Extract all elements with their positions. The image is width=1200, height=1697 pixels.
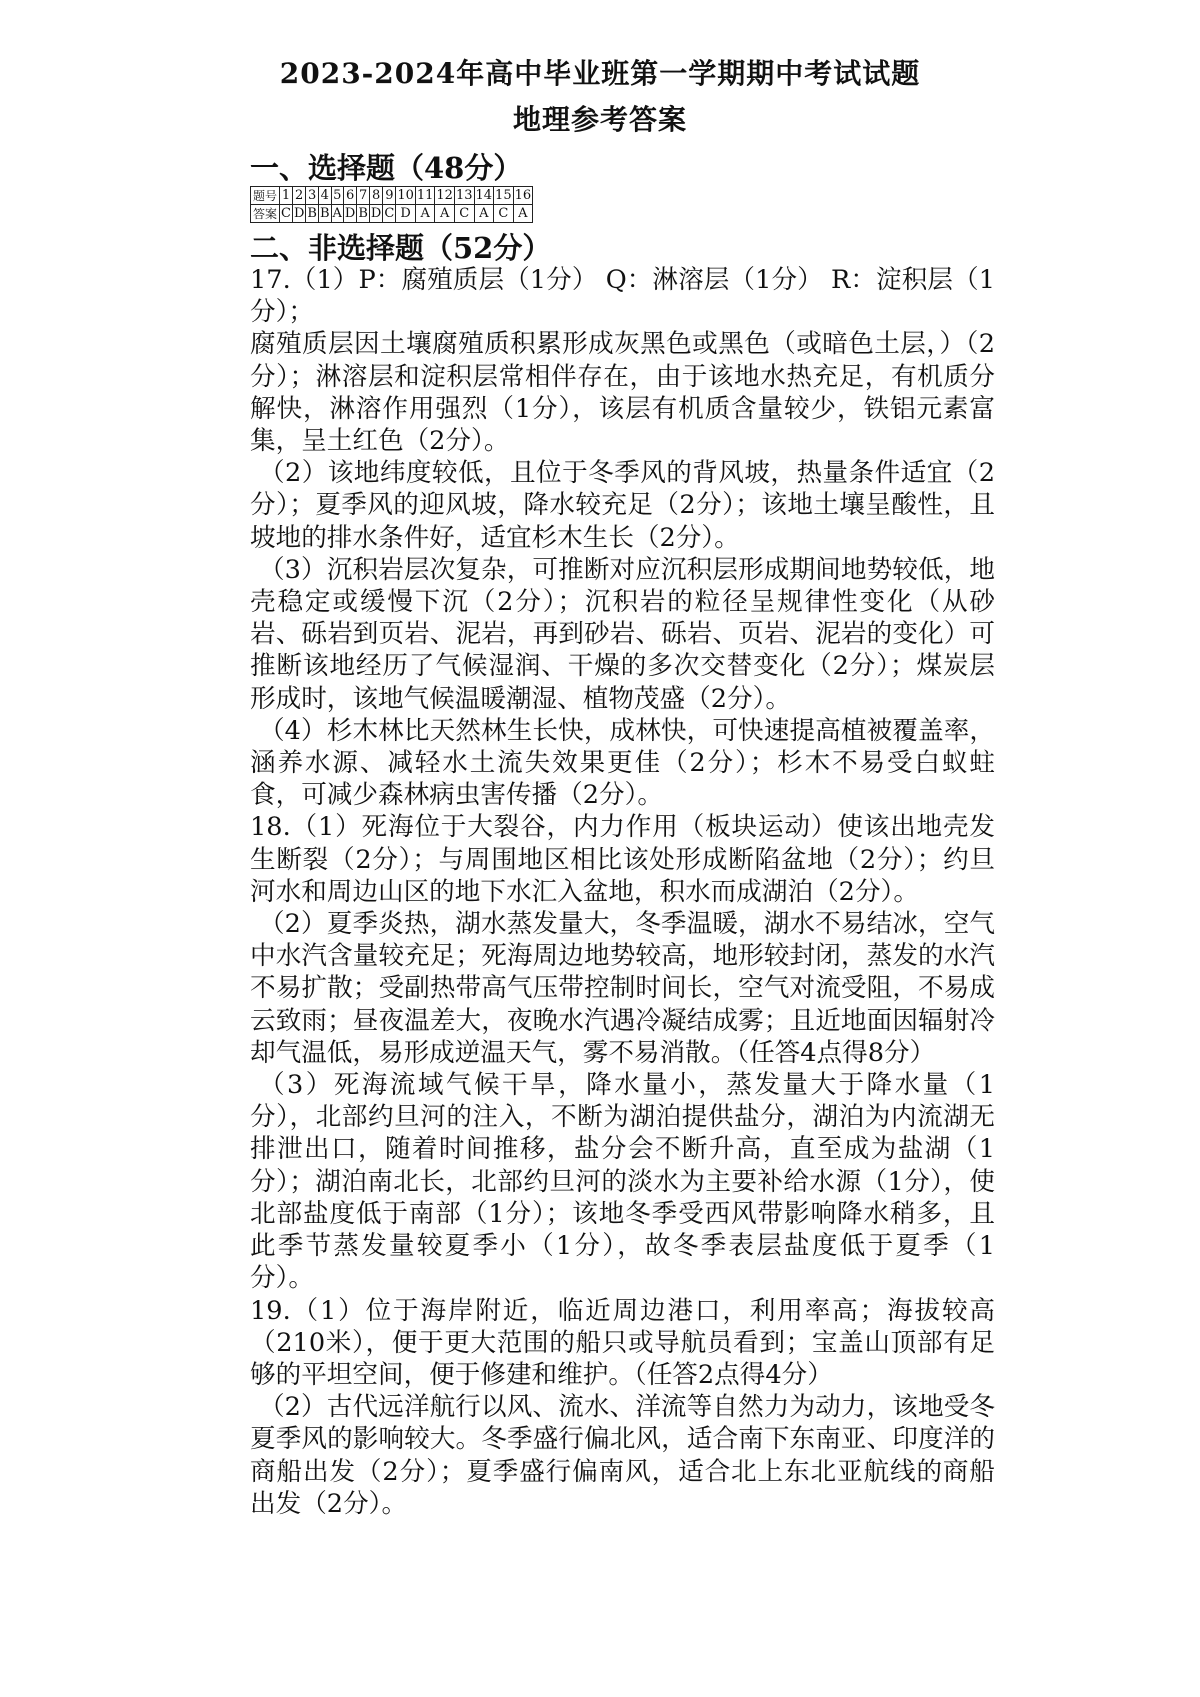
section-heading-multiple-choice: 一、选择题（48分） — [250, 151, 523, 185]
answer-paragraph-17-4: （4）杉木林比天然林生长快，成林快，可快速提高植被覆盖率，涵养水源、减轻水土流失效果更佳（2分）；杉木不易受白蚁蛀食，可减少森林病虫害传播（2分）。 — [250, 715, 995, 811]
answer-cell: D — [370, 206, 382, 221]
question-number-cell: 15 — [495, 188, 512, 203]
question-number-cell: 4 — [318, 187, 331, 205]
question-number-cell: 12 — [436, 188, 453, 203]
answer-paragraph-17-1: 17.（1）P：腐殖质层（1分） Q：淋溶层（1分） R：淀积层（1分）； — [250, 265, 995, 328]
answer-paragraph-18-1: 18.（1）死海位于大裂谷，内力作用（板块运动）使该出地壳发生断裂（2分）；与周围地区相比该处形成断陷盆地（2分）；约旦河水和周边山区的地下水汇入盆地，积水而成湖泊（2分）。 — [250, 812, 995, 907]
answer-paragraph-17-3: （3）沉积岩层次复杂，可推断对应沉积层形成期间地势较低，地壳稳定或缓慢下沉（2分）；沉积岩的粒径呈规律性变化（从砂岩、砾岩到页岩、泥岩，再到砂岩、砾岩、页岩、泥岩的变化）可推断该地经历了气候湿润、干燥的多次交替变化（2分）；煤炭层形成时，该地气候温暖潮湿、植物茂盛（2分）。 — [250, 554, 995, 714]
answer-cell: B — [319, 206, 330, 221]
question-number-cell: 16 — [514, 188, 532, 203]
answer-cell: D — [396, 205, 416, 223]
answer-paragraph-19-1: 19.（1）位于海岸附近，临近周边港口，利用率高；海拔较高（210米），便于更大范围的船只或导航员看到；宝盖山顶部有足够的平坦空间，便于修建和维护。（任答2点得4分） — [250, 1295, 995, 1390]
answer-cell: C — [454, 205, 474, 223]
answer-cell: C — [494, 205, 514, 223]
section-heading-non-multiple-choice: 二、非选择题（52分） — [250, 231, 552, 265]
answer-cell: A — [474, 205, 494, 223]
answer-cell: B — [358, 206, 368, 221]
question-number-cell: 5 — [331, 187, 343, 205]
question-number-row — [251, 187, 533, 205]
question-number-cell: 11 — [416, 188, 434, 203]
page-subtitle: 地理参考答案 — [512, 103, 687, 136]
row-label-question: 题号 — [251, 187, 280, 205]
answer-cell: C — [384, 206, 395, 221]
answer-cell: B — [307, 206, 317, 221]
question-number-cell: 10 — [397, 188, 414, 203]
answer-cell: A — [332, 206, 342, 221]
question-number-cell: 6 — [343, 187, 356, 205]
answer-cell: A — [513, 205, 533, 223]
question-number-cell: 8 — [369, 187, 382, 205]
answer-cell: D — [344, 206, 356, 221]
answer-paragraph-18-2: （2）夏季炎热，湖水蒸发量大，冬季温暖，湖水不易结冰，空气中水汽含量较充足；死海周边地势较高，地形较封闭，蒸发的水汽不易扩散；受副热带高气压带控制时间长，空气对流受阻，不易成云致雨；昼夜温差大，夜晚水汽遇冷凝结成雾；且近地面因辐射冷却气温低，易形成逆温天气，雾不易消散。（任答4点得8分） — [250, 909, 995, 1068]
answer-row — [251, 205, 533, 223]
row-label-answer: 答案 — [251, 205, 280, 223]
answer-cell: A — [415, 205, 435, 223]
answer-cell: A — [435, 205, 455, 223]
answer-paragraph-19-2: （2）古代远洋航行以风、流水、洋流等自然力为动力，该地受冬夏季风的影响较大。冬季盛行偏北风，适合南下东南亚、印度洋的商船出发（2分）；夏季盛行偏南风，适合北上东北亚航线的商船出发（2分）。 — [250, 1392, 995, 1519]
answer-cell: D — [293, 206, 305, 221]
question-number-cell: 7 — [357, 187, 370, 205]
question-number-cell: 13 — [455, 188, 473, 203]
question-number-cell: 2 — [292, 187, 305, 205]
page-title: 2023-2024年高中毕业班第一学期期中考试试题 — [279, 57, 921, 90]
answer-paragraph-17-2: （2）该地纬度较低，且位于冬季风的背风坡，热量条件适宜（2分）；夏季风的迎风坡，降水较充足（2分）；该地土壤呈酸性，且坡地的排水条件好，适宜杉木生长（2分）。 — [250, 458, 995, 553]
question-number-cell: 9 — [383, 187, 396, 205]
answer-paragraph-17-1-detail: 腐殖质层因土壤腐殖质积累形成灰黑色或黑色（或暗色土层，）（2分）；淋溶层和淀积层常相伴存在，由于该地水热充足，有机质分解快，淋溶作用强烈（1分），该层有机质含量较少，铁铝元素富集，呈土红色（2分）。 — [250, 329, 995, 457]
answer-body — [250, 264, 995, 1520]
question-number-cell: 3 — [306, 187, 319, 205]
answer-cell: C — [281, 206, 291, 221]
answer-paragraph-18-3: （3）死海流域气候干旱，降水量小，蒸发量大于降水量（1分），北部约旦河的注入，不断为湖泊提供盐分，湖泊为内流湖无排泄出口，随着时间推移，盐分会不断升高，直至成为盐湖（1分）；湖泊南北长，北部约旦河的淡水为主要补给水源（1分），使北部盐度低于南部（1分）；该地冬季受西风带影响降水稍多，且此季节蒸发量较夏季小（1分），故冬季表层盐度低于夏季（1分）。 — [250, 1070, 995, 1294]
answer-table — [250, 186, 533, 223]
question-number-cell: 14 — [475, 188, 493, 203]
question-number-cell: 1 — [280, 187, 293, 205]
